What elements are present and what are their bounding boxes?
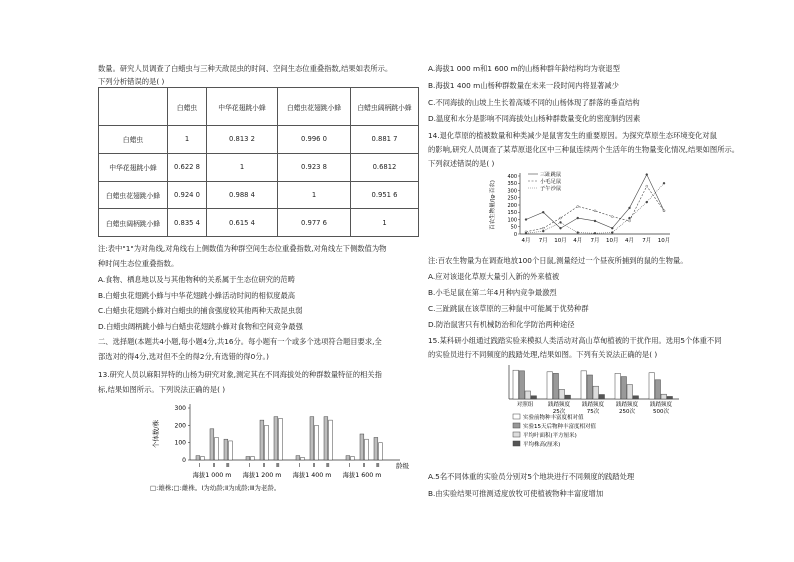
- x-tick-label: 4月: [521, 238, 531, 244]
- legend-swatch: [513, 414, 520, 419]
- q12-option-a: A.食物、栖息地以及与其他物种的关系属于生态位研究的范畴: [98, 275, 295, 284]
- table-cell: 0.988 4: [207, 181, 278, 209]
- age-class-label: Ⅲ: [226, 463, 230, 469]
- x-tick-label: 7月: [538, 238, 548, 244]
- table-cell: 0.6812: [351, 153, 419, 181]
- age-class-label: Ⅱ: [212, 463, 216, 469]
- table-cell: 中华花翅跳小蜂: [99, 153, 168, 181]
- data-point: [629, 207, 631, 209]
- x-tick-label: 4月: [625, 238, 634, 244]
- legend-label: 小毛足鼠: [540, 179, 562, 185]
- q15-option-b: B.由实验结果可推测适度放牧可使植被物种丰富度增加: [428, 489, 604, 498]
- table-header-cell: 白蜡虫阔柄跳小蜂: [351, 88, 419, 126]
- x-tick-label: 7月: [642, 238, 652, 244]
- y-tick-label: 350: [507, 181, 517, 188]
- y-tick-label: 100: [174, 439, 186, 447]
- data-point: [577, 217, 579, 219]
- bar: [667, 396, 673, 399]
- data-point: [629, 220, 631, 222]
- data-point: [611, 227, 613, 229]
- table-row: [99, 181, 419, 209]
- table-cell: 0.977 6: [278, 209, 351, 237]
- q15-trampling-chart: [495, 363, 695, 463]
- category-label: 践踏频度: [649, 402, 673, 408]
- age-class-label: Ⅰ: [299, 463, 301, 469]
- y-tick-label: 0: [182, 457, 186, 464]
- age-class-label: Ⅱ: [312, 463, 316, 469]
- bar: [519, 371, 525, 399]
- q15-option-a: A.5名不同体重的实验员分别对5个地块进行不同频度的践踏处理: [428, 472, 635, 481]
- table-header-cell: 中华花翅跳小蜂: [207, 88, 278, 126]
- data-point: [629, 217, 631, 219]
- x-tick-label: 10月: [606, 238, 619, 244]
- bar-male: [310, 417, 314, 460]
- table-note-2: 种时间生态位重叠指数。: [98, 259, 179, 268]
- data-point: [560, 227, 562, 229]
- bar-female: [279, 418, 283, 460]
- bar-male: [346, 456, 350, 460]
- bar: [581, 371, 587, 399]
- q13-option-a: A.海拔1 000 m和1 600 m的山杨种群年龄结构均为衰退型: [428, 64, 620, 73]
- legend-swatch: [513, 432, 520, 437]
- bar-female: [301, 457, 305, 460]
- section-2-scoring: 部选对的得4分,选对但不全的得2分,有选错的得0分。): [98, 352, 269, 361]
- data-point: [525, 219, 527, 221]
- legend-swatch: [513, 423, 520, 428]
- data-point: [594, 232, 596, 234]
- bar-male: [374, 437, 378, 460]
- bar-male: [246, 457, 250, 460]
- bar-female: [365, 439, 369, 460]
- age-class-label: Ⅰ: [349, 463, 351, 469]
- table-cell: 0.951 6: [351, 181, 419, 209]
- q14-option-a: A.应对该退化草原大量引入新的外来植被: [428, 272, 560, 281]
- table-row: [99, 153, 419, 181]
- q13-option-b: B.海拔1 400 m山杨种群数量在未来一段时间内将显著减少: [428, 81, 619, 90]
- legend-swatch: [513, 441, 520, 446]
- table-cell: 白蜡虫: [99, 126, 168, 154]
- x-tick-label: 7月: [590, 238, 600, 244]
- y-tick-label: 400: [507, 173, 517, 180]
- category-label: 250次: [619, 409, 635, 415]
- legend-label: 实验前物种丰富度相对值: [523, 415, 584, 421]
- table-header-cell: [99, 88, 168, 126]
- y-tick-label: 50: [510, 224, 517, 231]
- bar-female: [351, 457, 355, 460]
- y-tick-label: 0: [513, 231, 517, 238]
- legend-label: 三趾跳鼠: [540, 172, 562, 178]
- bar-male: [210, 429, 214, 460]
- data-point: [577, 232, 579, 234]
- bar: [615, 373, 621, 399]
- section-2-heading: 二、选择题(本题共4小题,每小题4分,共16分。每小题有一个或多个选项符合题目要求,全: [98, 337, 382, 346]
- group-label: 海拔1 400 m: [292, 472, 332, 479]
- table-cell: 0.923 8: [278, 153, 351, 181]
- x-tick-label: 10月: [554, 238, 567, 244]
- data-point: [594, 210, 596, 212]
- y-axis-label: 个体数/株: [152, 419, 160, 449]
- legend-label: 平均叶面积(平方厘米): [523, 433, 577, 439]
- table-cell: 1: [168, 126, 207, 154]
- group-label: 海拔1 600 m: [342, 472, 382, 479]
- bar-male: [260, 420, 264, 460]
- bar-female: [251, 457, 255, 460]
- data-point: [611, 232, 613, 234]
- table-cell: 0.615 4: [207, 209, 278, 237]
- y-tick-label: 300: [507, 188, 517, 195]
- bar: [593, 386, 599, 399]
- x-tick-label: 4月: [573, 238, 583, 244]
- bar-male: [324, 417, 328, 460]
- data-point: [542, 211, 544, 213]
- y-tick-label: 200: [507, 202, 517, 209]
- data-point: [577, 205, 579, 207]
- data-point: [542, 230, 544, 232]
- bar-female: [329, 420, 333, 460]
- category-label: 践踏频度: [581, 402, 605, 408]
- intro-line-1: 数量。研究人员调查了白蜡虫与三种天敌昆虫的时间、空间生态位重叠指数,结果如表所示。: [98, 64, 393, 73]
- q13-option-c: C.不同海拔的山坡上生长着高矮不同的山杨体现了群落的垂直结构: [428, 98, 640, 107]
- bar-female: [215, 437, 219, 460]
- table-cell: 0.881 7: [351, 126, 419, 154]
- bar: [525, 391, 531, 399]
- data-point: [611, 216, 613, 218]
- q13-option-d: D.温度和水分是影响不同海拔处山杨种群数量变化的密度制约因素: [428, 114, 641, 123]
- q14-option-c: C.三趾跳鼠在该草原的三种鼠中可能属于优势种群: [428, 304, 589, 313]
- bar: [633, 396, 639, 399]
- q14-stem-2: 的影响,研究人员调查了某草原退化区中三种鼠连续两个生活年的生物量变化情况,结果如图所示。: [428, 145, 740, 154]
- intro-line-2: 下列分析错误的是( ): [98, 77, 165, 86]
- table-cell: 1: [351, 209, 419, 237]
- bar: [587, 375, 593, 399]
- q14-note: 注:百农生物量为在调查地放100个日鼠,测量经过一个昼夜所捕到的鼠的生物量。: [428, 256, 688, 265]
- y-axis-label: 百农生物量/(g·百农): [490, 180, 496, 230]
- bar-female: [315, 425, 319, 460]
- age-class-label: Ⅱ: [262, 463, 266, 469]
- legend-label: 平均株高(厘米): [523, 442, 561, 448]
- bar: [565, 395, 571, 399]
- table-header-cell: 白蜡虫: [168, 88, 207, 126]
- data-point: [525, 232, 527, 234]
- table-cell: 1: [207, 153, 278, 181]
- y-tick-label: 200: [174, 422, 186, 430]
- q12-option-c: C.白蜡虫花翅跳小蜂对白蜡虫的捕食强度较其他两种天敌昆虫弱: [98, 306, 303, 315]
- table-cell: 1: [278, 181, 351, 209]
- data-point: [542, 227, 544, 229]
- table-cell: 0.835 4: [168, 209, 207, 237]
- bar-female: [229, 441, 233, 460]
- table-note-1: 注:表中"1"为对角线,对角线右上侧数值为种群空间生态位重叠指数,对角线左下侧数值为物: [98, 244, 387, 253]
- table-row: [99, 209, 419, 237]
- table-cell: 0.996 0: [278, 126, 351, 154]
- bar-male: [224, 439, 228, 460]
- category-label: 25次: [552, 409, 566, 415]
- bar: [621, 377, 627, 399]
- table-header-row: [99, 88, 419, 126]
- bar: [649, 373, 655, 399]
- bar-male: [274, 417, 278, 460]
- category-label: 践踏频度: [615, 402, 639, 408]
- group-label: 海拔1 000 m: [192, 472, 232, 479]
- table-cell: 0.924 0: [168, 181, 207, 209]
- series-line: [526, 186, 664, 232]
- x-tick-label: 10月: [657, 238, 671, 244]
- bar: [531, 396, 537, 399]
- age-class-label: Ⅰ: [199, 463, 201, 469]
- bar: [661, 394, 667, 399]
- y-tick-label: 100: [507, 217, 517, 224]
- table-cell: 0.622 8: [168, 153, 207, 181]
- overlap-index-table: [98, 87, 419, 237]
- data-point: [646, 174, 648, 176]
- q13-stem-1: 13.研究人员以麻阳异特的山杨为研究对象,测定其在不同海拔处的种群数量特征的相关指: [98, 370, 382, 379]
- table-cell: 0.813 2: [207, 126, 278, 154]
- q13-chart-legend: □:雄株;□:雌株。Ⅰ为幼龄;Ⅱ为成龄;Ⅲ为老龄。: [150, 484, 281, 492]
- table-cell: 白蜡虫阔柄跳小蜂: [99, 209, 168, 237]
- category-label: 500次: [653, 409, 669, 415]
- data-point: [560, 221, 562, 223]
- data-point: [646, 201, 648, 203]
- bar-female: [379, 443, 383, 460]
- category-label: 践踏频度: [547, 402, 571, 408]
- y-tick-label: 150: [507, 210, 517, 217]
- age-class-label: Ⅰ: [249, 463, 251, 469]
- bar-female: [201, 457, 205, 460]
- age-class-label: Ⅲ: [326, 463, 330, 469]
- q14-stem-3: 下列叙述错误的是( ): [428, 159, 495, 168]
- bar-male: [196, 456, 200, 460]
- category-label: 对照组: [516, 402, 534, 408]
- bar: [559, 389, 565, 399]
- q14-rodent-biomass-chart: [488, 170, 688, 252]
- bar: [655, 380, 661, 399]
- q15-stem-2: 的实验员进行不同频度的践踏处理,结果如图。下列有关说法正确的是( ): [428, 350, 658, 359]
- legend-label: 子午沙鼠: [540, 186, 562, 192]
- bar: [599, 395, 605, 399]
- q12-option-d: D.白蜡虫阔柄跳小蜂与白蜡虫花翅跳小蜂对食物和空间竞争最强: [98, 322, 303, 331]
- legend-label: 实验15天后物种丰富度相对值: [523, 424, 596, 430]
- data-point: [646, 185, 648, 187]
- group-label: 海拔1 200 m: [242, 472, 282, 479]
- y-tick-label: 300: [174, 405, 186, 412]
- age-class-label: Ⅱ: [362, 463, 366, 469]
- bar: [627, 385, 633, 399]
- data-point: [663, 210, 665, 212]
- q13-stem-2: 标,结果如图所示。下列说法正确的是( ): [98, 385, 226, 394]
- bar: [513, 370, 519, 399]
- bar: [553, 373, 559, 399]
- table-row: [99, 126, 419, 154]
- bar: [547, 372, 553, 399]
- data-point: [594, 220, 596, 222]
- q12-option-b: B.白蜡虫花翅跳小蜂与中华花翅跳小蜂活动时间的相似度最高: [98, 291, 296, 300]
- category-label: 75次: [586, 409, 600, 415]
- x-axis-label: 龄级: [396, 462, 409, 470]
- table-header-cell: 白蜡虫花翅跳小蜂: [278, 88, 351, 126]
- table-cell: 白蜡虫花翅跳小蜂: [99, 181, 168, 209]
- data-point: [560, 217, 562, 219]
- q13-age-structure-chart: [150, 398, 420, 493]
- q14-option-d: D.防治鼠害只有机械防治和化学防治两种途径: [428, 320, 575, 329]
- bar-female: [265, 425, 269, 460]
- q14-stem-1: 14.退化草原的植被数量和种类减少是鼠害发生的重要原因。为探究草原生态环境变化对鼠: [428, 131, 717, 140]
- age-class-label: Ⅲ: [376, 463, 380, 469]
- q14-option-b: B.小毛足鼠在第二年4月种内竞争最激烈: [428, 288, 557, 297]
- q15-stem-1: 15.某科研小组通过践踏实验来模拟人类活动对高山草甸植被的干扰作用。选用5个体重不同: [428, 336, 722, 345]
- age-class-label: Ⅲ: [276, 463, 280, 469]
- bar-male: [360, 434, 364, 460]
- bar-male: [296, 456, 300, 460]
- data-point: [663, 182, 665, 184]
- y-tick-label: 250: [507, 195, 517, 202]
